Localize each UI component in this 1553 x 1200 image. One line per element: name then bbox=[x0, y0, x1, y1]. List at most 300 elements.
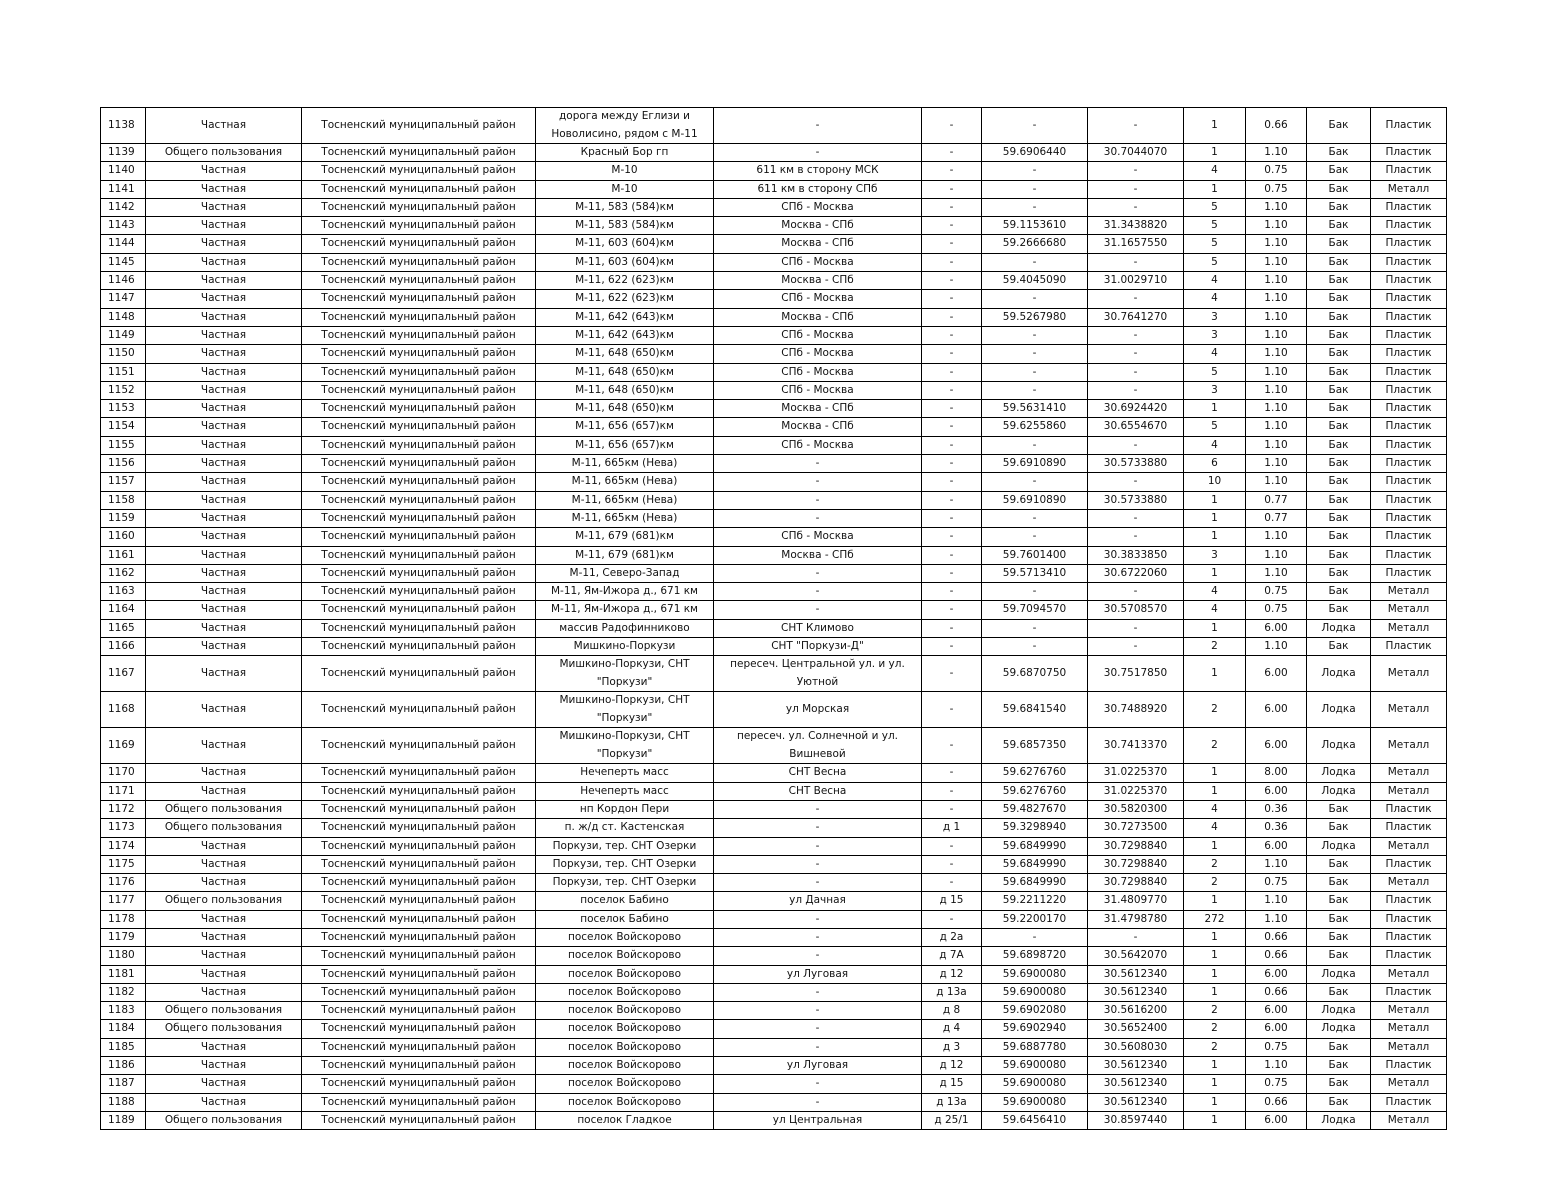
row-number: 1171 bbox=[101, 782, 146, 800]
volume-cell: 0.75 bbox=[1246, 1038, 1307, 1056]
container-type-cell: Бак bbox=[1307, 400, 1371, 418]
count-cell: 4 bbox=[1184, 272, 1246, 290]
container-type-cell: Лодка bbox=[1307, 692, 1371, 728]
count-cell: 5 bbox=[1184, 418, 1246, 436]
house-cell: - bbox=[922, 855, 982, 873]
material-cell: Металл bbox=[1371, 782, 1447, 800]
volume-cell: 0.66 bbox=[1246, 947, 1307, 965]
table-row bbox=[101, 638, 1447, 656]
container-type-cell: Бак bbox=[1307, 162, 1371, 180]
table-row bbox=[101, 837, 1447, 855]
district-cell: Тосненский муниципальный район bbox=[302, 253, 536, 271]
ownership-cell: Частная bbox=[146, 198, 302, 216]
row-number: 1177 bbox=[101, 892, 146, 910]
count-cell: 1 bbox=[1184, 928, 1246, 946]
container-type-cell: Бак bbox=[1307, 983, 1371, 1001]
row-number: 1168 bbox=[101, 692, 146, 728]
district-cell: Тосненский муниципальный район bbox=[302, 764, 536, 782]
district-cell: Тосненский муниципальный район bbox=[302, 837, 536, 855]
location-cell: Нечеперть масс bbox=[536, 782, 714, 800]
row-number: 1159 bbox=[101, 509, 146, 527]
ownership-cell: Частная bbox=[146, 619, 302, 637]
district-cell: Тосненский муниципальный район bbox=[302, 910, 536, 928]
district-cell: Тосненский муниципальный район bbox=[302, 436, 536, 454]
longitude-cell: 30.5733880 bbox=[1088, 491, 1184, 509]
material-cell: Пластик bbox=[1371, 491, 1447, 509]
volume-cell: 0.75 bbox=[1246, 162, 1307, 180]
address-cell: СПб - Москва bbox=[714, 363, 922, 381]
location-cell: Поркузи, тер. СНТ Озерки bbox=[536, 855, 714, 873]
material-cell: Пластик bbox=[1371, 363, 1447, 381]
table-row bbox=[101, 473, 1447, 491]
house-cell: - bbox=[922, 253, 982, 271]
address-cell: пересеч. ул. Солнечной и ул. Вишневой bbox=[714, 728, 922, 764]
row-number: 1140 bbox=[101, 162, 146, 180]
location-cell: М-11, 665км (Нева) bbox=[536, 491, 714, 509]
container-type-cell: Бак bbox=[1307, 308, 1371, 326]
container-type-cell: Бак bbox=[1307, 455, 1371, 473]
count-cell: 1 bbox=[1184, 782, 1246, 800]
volume-cell: 1.10 bbox=[1246, 436, 1307, 454]
table-row bbox=[101, 400, 1447, 418]
count-cell: 5 bbox=[1184, 198, 1246, 216]
container-type-cell: Бак bbox=[1307, 253, 1371, 271]
district-cell: Тосненский муниципальный район bbox=[302, 1075, 536, 1093]
house-cell: д 12 bbox=[922, 1057, 982, 1075]
ownership-cell: Частная bbox=[146, 509, 302, 527]
district-cell: Тосненский муниципальный район bbox=[302, 108, 536, 144]
ownership-cell: Частная bbox=[146, 947, 302, 965]
table-row bbox=[101, 928, 1447, 946]
district-cell: Тосненский муниципальный район bbox=[302, 564, 536, 582]
longitude-cell: 31.4798780 bbox=[1088, 910, 1184, 928]
table-row bbox=[101, 418, 1447, 436]
location-cell: поселок Бабино bbox=[536, 892, 714, 910]
row-number: 1149 bbox=[101, 326, 146, 344]
longitude-cell: 30.7298840 bbox=[1088, 855, 1184, 873]
longitude-cell: 30.7641270 bbox=[1088, 308, 1184, 326]
material-cell: Пластик bbox=[1371, 1057, 1447, 1075]
longitude-cell: - bbox=[1088, 619, 1184, 637]
material-cell: Пластик bbox=[1371, 253, 1447, 271]
longitude-cell: 30.5820300 bbox=[1088, 800, 1184, 818]
latitude-cell: 59.6849990 bbox=[982, 855, 1088, 873]
latitude-cell: 59.6898720 bbox=[982, 947, 1088, 965]
latitude-cell: 59.5713410 bbox=[982, 564, 1088, 582]
location-cell: поселок Гладкое bbox=[536, 1111, 714, 1129]
container-type-cell: Бак bbox=[1307, 108, 1371, 144]
location-cell: М-11, 603 (604)км bbox=[536, 235, 714, 253]
count-cell: 1 bbox=[1184, 108, 1246, 144]
count-cell: 5 bbox=[1184, 235, 1246, 253]
ownership-cell: Частная bbox=[146, 345, 302, 363]
volume-cell: 8.00 bbox=[1246, 764, 1307, 782]
latitude-cell: 59.3298940 bbox=[982, 819, 1088, 837]
count-cell: 6 bbox=[1184, 455, 1246, 473]
district-cell: Тосненский муниципальный район bbox=[302, 656, 536, 692]
volume-cell: 1.10 bbox=[1246, 381, 1307, 399]
house-cell: д 7А bbox=[922, 947, 982, 965]
district-cell: Тосненский муниципальный район bbox=[302, 1093, 536, 1111]
volume-cell: 1.10 bbox=[1246, 217, 1307, 235]
district-cell: Тосненский муниципальный район bbox=[302, 528, 536, 546]
container-type-cell: Лодка bbox=[1307, 1020, 1371, 1038]
table-row bbox=[101, 764, 1447, 782]
longitude-cell: 30.5708570 bbox=[1088, 601, 1184, 619]
house-cell: - bbox=[922, 400, 982, 418]
count-cell: 4 bbox=[1184, 162, 1246, 180]
material-cell: Металл bbox=[1371, 1075, 1447, 1093]
material-cell: Пластик bbox=[1371, 546, 1447, 564]
count-cell: 2 bbox=[1184, 855, 1246, 873]
material-cell: Металл bbox=[1371, 837, 1447, 855]
material-cell: Металл bbox=[1371, 180, 1447, 198]
material-cell: Пластик bbox=[1371, 564, 1447, 582]
location-cell: дорога между Еглизи и Новолисино, рядом с М-11 bbox=[536, 108, 714, 144]
table-row bbox=[101, 892, 1447, 910]
volume-cell: 6.00 bbox=[1246, 619, 1307, 637]
district-cell: Тосненский муниципальный район bbox=[302, 162, 536, 180]
latitude-cell: - bbox=[982, 180, 1088, 198]
row-number: 1150 bbox=[101, 345, 146, 363]
house-cell: - bbox=[922, 874, 982, 892]
longitude-cell: 30.5612340 bbox=[1088, 1057, 1184, 1075]
longitude-cell: 30.5642070 bbox=[1088, 947, 1184, 965]
ownership-cell: Общего пользования bbox=[146, 144, 302, 162]
longitude-cell: 30.5616200 bbox=[1088, 1002, 1184, 1020]
district-cell: Тосненский муниципальный район bbox=[302, 326, 536, 344]
latitude-cell: - bbox=[982, 363, 1088, 381]
count-cell: 272 bbox=[1184, 910, 1246, 928]
volume-cell: 6.00 bbox=[1246, 965, 1307, 983]
row-number: 1143 bbox=[101, 217, 146, 235]
row-number: 1183 bbox=[101, 1002, 146, 1020]
material-cell: Пластик bbox=[1371, 217, 1447, 235]
row-number: 1148 bbox=[101, 308, 146, 326]
container-type-cell: Бак bbox=[1307, 564, 1371, 582]
ownership-cell: Частная bbox=[146, 418, 302, 436]
address-cell: - bbox=[714, 819, 922, 837]
material-cell: Металл bbox=[1371, 1020, 1447, 1038]
volume-cell: 6.00 bbox=[1246, 728, 1307, 764]
table-row bbox=[101, 910, 1447, 928]
material-cell: Металл bbox=[1371, 692, 1447, 728]
longitude-cell: - bbox=[1088, 638, 1184, 656]
address-cell: СПб - Москва bbox=[714, 528, 922, 546]
address-cell: - bbox=[714, 928, 922, 946]
latitude-cell: 59.1153610 bbox=[982, 217, 1088, 235]
longitude-cell: - bbox=[1088, 381, 1184, 399]
table-row bbox=[101, 235, 1447, 253]
house-cell: - bbox=[922, 455, 982, 473]
address-cell: Москва - СПб bbox=[714, 400, 922, 418]
row-number: 1162 bbox=[101, 564, 146, 582]
container-type-cell: Бак bbox=[1307, 601, 1371, 619]
volume-cell: 1.10 bbox=[1246, 855, 1307, 873]
house-cell: - bbox=[922, 326, 982, 344]
location-cell: М-11, 642 (643)км bbox=[536, 308, 714, 326]
container-type-cell: Лодка bbox=[1307, 619, 1371, 637]
longitude-cell: 30.5612340 bbox=[1088, 1093, 1184, 1111]
row-number: 1179 bbox=[101, 928, 146, 946]
latitude-cell: 59.7601400 bbox=[982, 546, 1088, 564]
container-type-cell: Бак bbox=[1307, 855, 1371, 873]
volume-cell: 1.10 bbox=[1246, 892, 1307, 910]
address-cell: - bbox=[714, 509, 922, 527]
material-cell: Металл bbox=[1371, 656, 1447, 692]
ownership-cell: Частная bbox=[146, 928, 302, 946]
district-cell: Тосненский муниципальный район bbox=[302, 928, 536, 946]
location-cell: поселок Войскорово bbox=[536, 1093, 714, 1111]
table-row bbox=[101, 965, 1447, 983]
district-cell: Тосненский муниципальный район bbox=[302, 874, 536, 892]
latitude-cell: - bbox=[982, 436, 1088, 454]
volume-cell: 6.00 bbox=[1246, 1020, 1307, 1038]
ownership-cell: Частная bbox=[146, 326, 302, 344]
address-cell: - bbox=[714, 144, 922, 162]
house-cell: - bbox=[922, 272, 982, 290]
container-type-cell: Бак bbox=[1307, 928, 1371, 946]
volume-cell: 0.36 bbox=[1246, 819, 1307, 837]
latitude-cell: - bbox=[982, 528, 1088, 546]
count-cell: 1 bbox=[1184, 1057, 1246, 1075]
house-cell: д 13а bbox=[922, 1093, 982, 1111]
address-cell: СНТ Климово bbox=[714, 619, 922, 637]
count-cell: 2 bbox=[1184, 874, 1246, 892]
container-type-cell: Бак bbox=[1307, 144, 1371, 162]
count-cell: 1 bbox=[1184, 837, 1246, 855]
volume-cell: 1.10 bbox=[1246, 564, 1307, 582]
count-cell: 1 bbox=[1184, 144, 1246, 162]
district-cell: Тосненский муниципальный район bbox=[302, 455, 536, 473]
volume-cell: 1.10 bbox=[1246, 363, 1307, 381]
house-cell: - bbox=[922, 601, 982, 619]
volume-cell: 0.75 bbox=[1246, 1075, 1307, 1093]
count-cell: 4 bbox=[1184, 290, 1246, 308]
ownership-cell: Частная bbox=[146, 381, 302, 399]
volume-cell: 1.10 bbox=[1246, 253, 1307, 271]
address-cell: СПб - Москва bbox=[714, 381, 922, 399]
row-number: 1151 bbox=[101, 363, 146, 381]
address-cell: 611 км в сторону СПб bbox=[714, 180, 922, 198]
district-cell: Тосненский муниципальный район bbox=[302, 272, 536, 290]
volume-cell: 0.77 bbox=[1246, 509, 1307, 527]
container-type-cell: Бак bbox=[1307, 473, 1371, 491]
location-cell: Мишкино-Поркузи, СНТ "Поркузи" bbox=[536, 656, 714, 692]
address-cell: СПб - Москва bbox=[714, 253, 922, 271]
count-cell: 2 bbox=[1184, 638, 1246, 656]
latitude-cell: 59.4827670 bbox=[982, 800, 1088, 818]
material-cell: Пластик bbox=[1371, 144, 1447, 162]
count-cell: 1 bbox=[1184, 965, 1246, 983]
ownership-cell: Частная bbox=[146, 546, 302, 564]
house-cell: д 13а bbox=[922, 983, 982, 1001]
longitude-cell: 30.5608030 bbox=[1088, 1038, 1184, 1056]
longitude-cell: - bbox=[1088, 509, 1184, 527]
count-cell: 1 bbox=[1184, 983, 1246, 1001]
location-cell: М-11, 583 (584)км bbox=[536, 198, 714, 216]
location-cell: Поркузи, тер. СНТ Озерки bbox=[536, 837, 714, 855]
row-number: 1182 bbox=[101, 983, 146, 1001]
ownership-cell: Общего пользования bbox=[146, 1002, 302, 1020]
table-row bbox=[101, 290, 1447, 308]
material-cell: Пластик bbox=[1371, 509, 1447, 527]
house-cell: д 12 bbox=[922, 965, 982, 983]
district-cell: Тосненский муниципальный район bbox=[302, 638, 536, 656]
table-row bbox=[101, 162, 1447, 180]
house-cell: - bbox=[922, 363, 982, 381]
count-cell: 1 bbox=[1184, 491, 1246, 509]
container-type-cell: Бак bbox=[1307, 509, 1371, 527]
container-type-cell: Бак bbox=[1307, 363, 1371, 381]
table-row bbox=[101, 546, 1447, 564]
latitude-cell: 59.4045090 bbox=[982, 272, 1088, 290]
material-cell: Пластик bbox=[1371, 326, 1447, 344]
material-cell: Металл bbox=[1371, 728, 1447, 764]
longitude-cell: 31.1657550 bbox=[1088, 235, 1184, 253]
latitude-cell: - bbox=[982, 108, 1088, 144]
table-row bbox=[101, 800, 1447, 818]
row-number: 1174 bbox=[101, 837, 146, 855]
location-cell: поселок Войскорово bbox=[536, 947, 714, 965]
table-row bbox=[101, 1020, 1447, 1038]
district-cell: Тосненский муниципальный район bbox=[302, 144, 536, 162]
longitude-cell: 30.7044070 bbox=[1088, 144, 1184, 162]
count-cell: 3 bbox=[1184, 546, 1246, 564]
location-cell: Мишкино-Поркузи, СНТ "Поркузи" bbox=[536, 692, 714, 728]
house-cell: - bbox=[922, 910, 982, 928]
ownership-cell: Частная bbox=[146, 1038, 302, 1056]
location-cell: поселок Войскорово bbox=[536, 1020, 714, 1038]
count-cell: 2 bbox=[1184, 1020, 1246, 1038]
longitude-cell: 30.7298840 bbox=[1088, 837, 1184, 855]
latitude-cell: - bbox=[982, 253, 1088, 271]
ownership-cell: Частная bbox=[146, 235, 302, 253]
container-type-cell: Бак bbox=[1307, 198, 1371, 216]
ownership-cell: Частная bbox=[146, 1093, 302, 1111]
house-cell: - bbox=[922, 638, 982, 656]
container-type-cell: Бак bbox=[1307, 418, 1371, 436]
table-row bbox=[101, 782, 1447, 800]
row-number: 1163 bbox=[101, 583, 146, 601]
row-number: 1147 bbox=[101, 290, 146, 308]
house-cell: - bbox=[922, 473, 982, 491]
table-row bbox=[101, 656, 1447, 692]
volume-cell: 1.10 bbox=[1246, 1057, 1307, 1075]
latitude-cell: - bbox=[982, 345, 1088, 363]
location-cell: М-11, 603 (604)км bbox=[536, 253, 714, 271]
material-cell: Пластик bbox=[1371, 162, 1447, 180]
district-cell: Тосненский муниципальный район bbox=[302, 1038, 536, 1056]
ownership-cell: Частная bbox=[146, 455, 302, 473]
location-cell: М-11, 648 (650)км bbox=[536, 400, 714, 418]
material-cell: Пластик bbox=[1371, 235, 1447, 253]
address-cell: - bbox=[714, 947, 922, 965]
ownership-cell: Частная bbox=[146, 564, 302, 582]
district-cell: Тосненский муниципальный район bbox=[302, 308, 536, 326]
latitude-cell: 59.6910890 bbox=[982, 491, 1088, 509]
district-cell: Тосненский муниципальный район bbox=[302, 491, 536, 509]
table-row bbox=[101, 983, 1447, 1001]
row-number: 1167 bbox=[101, 656, 146, 692]
latitude-cell: 59.6841540 bbox=[982, 692, 1088, 728]
longitude-cell: 31.0225370 bbox=[1088, 782, 1184, 800]
house-cell: - bbox=[922, 108, 982, 144]
count-cell: 5 bbox=[1184, 363, 1246, 381]
district-cell: Тосненский муниципальный район bbox=[302, 692, 536, 728]
house-cell: - bbox=[922, 656, 982, 692]
row-number: 1188 bbox=[101, 1093, 146, 1111]
latitude-cell: 59.6902940 bbox=[982, 1020, 1088, 1038]
volume-cell: 1.10 bbox=[1246, 290, 1307, 308]
longitude-cell: 31.4809770 bbox=[1088, 892, 1184, 910]
longitude-cell: 30.5612340 bbox=[1088, 1075, 1184, 1093]
ownership-cell: Частная bbox=[146, 290, 302, 308]
count-cell: 4 bbox=[1184, 583, 1246, 601]
latitude-cell: 59.6900080 bbox=[982, 1057, 1088, 1075]
container-type-cell: Бак bbox=[1307, 1093, 1371, 1111]
location-cell: М-11, 665км (Нева) bbox=[536, 473, 714, 491]
location-cell: поселок Войскорово bbox=[536, 1038, 714, 1056]
ownership-cell: Частная bbox=[146, 638, 302, 656]
material-cell: Металл bbox=[1371, 619, 1447, 637]
location-cell: М-11, Северо-Запад bbox=[536, 564, 714, 582]
volume-cell: 6.00 bbox=[1246, 1111, 1307, 1129]
material-cell: Пластик bbox=[1371, 436, 1447, 454]
ownership-cell: Частная bbox=[146, 1057, 302, 1075]
table-row bbox=[101, 1057, 1447, 1075]
table-row bbox=[101, 381, 1447, 399]
address-cell: - bbox=[714, 1020, 922, 1038]
ownership-cell: Частная bbox=[146, 855, 302, 873]
house-cell: - bbox=[922, 217, 982, 235]
table-row bbox=[101, 1002, 1447, 1020]
container-type-cell: Лодка bbox=[1307, 764, 1371, 782]
container-type-cell: Бак bbox=[1307, 491, 1371, 509]
location-cell: поселок Войскорово bbox=[536, 1002, 714, 1020]
ownership-cell: Частная bbox=[146, 910, 302, 928]
address-cell: - bbox=[714, 910, 922, 928]
location-cell: Нечеперть масс bbox=[536, 764, 714, 782]
count-cell: 1 bbox=[1184, 619, 1246, 637]
material-cell: Пластик bbox=[1371, 455, 1447, 473]
location-cell: М-11, 656 (657)км bbox=[536, 418, 714, 436]
ownership-cell: Общего пользования bbox=[146, 1111, 302, 1129]
table-row bbox=[101, 692, 1447, 728]
house-cell: - bbox=[922, 198, 982, 216]
ownership-cell: Частная bbox=[146, 162, 302, 180]
address-cell: - bbox=[714, 583, 922, 601]
address-cell: пересеч. Центральной ул. и ул. Уютной bbox=[714, 656, 922, 692]
ownership-cell: Частная bbox=[146, 583, 302, 601]
latitude-cell: 59.6849990 bbox=[982, 837, 1088, 855]
district-cell: Тосненский муниципальный район bbox=[302, 546, 536, 564]
ownership-cell: Частная bbox=[146, 253, 302, 271]
longitude-cell: - bbox=[1088, 928, 1184, 946]
row-number: 1187 bbox=[101, 1075, 146, 1093]
material-cell: Металл bbox=[1371, 764, 1447, 782]
longitude-cell: - bbox=[1088, 363, 1184, 381]
table-row bbox=[101, 601, 1447, 619]
volume-cell: 0.66 bbox=[1246, 1093, 1307, 1111]
volume-cell: 6.00 bbox=[1246, 1002, 1307, 1020]
ownership-cell: Частная bbox=[146, 473, 302, 491]
row-number: 1160 bbox=[101, 528, 146, 546]
ownership-cell: Частная bbox=[146, 400, 302, 418]
latitude-cell: 59.6900080 bbox=[982, 965, 1088, 983]
longitude-cell: 31.3438820 bbox=[1088, 217, 1184, 235]
ownership-cell: Частная bbox=[146, 837, 302, 855]
